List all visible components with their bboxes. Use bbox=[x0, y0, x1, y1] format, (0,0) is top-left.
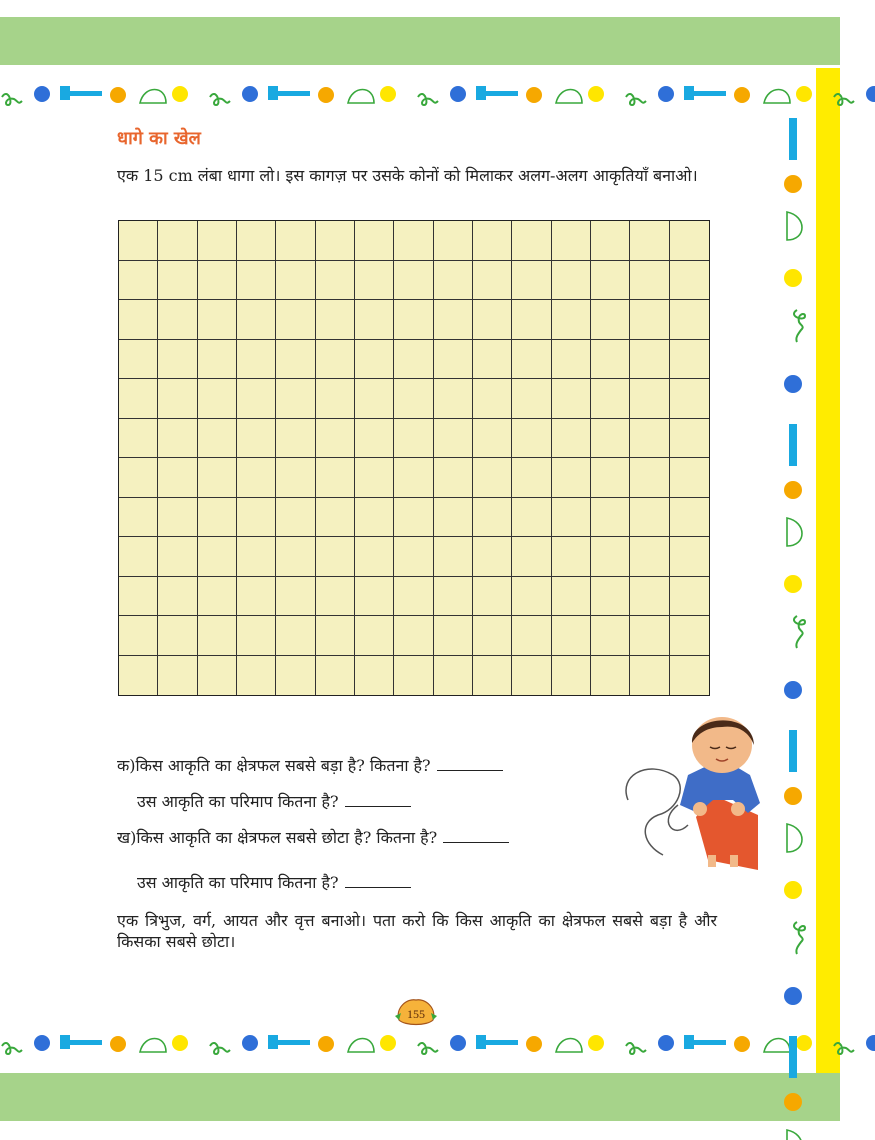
grid-cell bbox=[276, 458, 315, 498]
squiggle-icon bbox=[418, 1043, 438, 1054]
squiggle-icon bbox=[794, 922, 805, 954]
grid-cell bbox=[158, 537, 197, 577]
grid-cell bbox=[276, 498, 315, 538]
grid-cell bbox=[119, 300, 158, 340]
grid-cell bbox=[394, 379, 433, 419]
grid-cell bbox=[237, 300, 276, 340]
grid-cell bbox=[630, 340, 669, 380]
cyan-key-icon bbox=[268, 86, 278, 100]
grid-cell bbox=[198, 340, 237, 380]
grid-cell bbox=[670, 419, 709, 459]
blue-dot-icon bbox=[242, 1035, 258, 1051]
grid-cell bbox=[630, 498, 669, 538]
grid-cell bbox=[434, 379, 473, 419]
grid-cell bbox=[316, 221, 355, 261]
grid-cell bbox=[552, 616, 591, 656]
grid-cell bbox=[473, 616, 512, 656]
grid-cell bbox=[473, 221, 512, 261]
grid-cell bbox=[198, 221, 237, 261]
grid-cell bbox=[630, 261, 669, 301]
grid-cell bbox=[552, 379, 591, 419]
grid-cell bbox=[276, 221, 315, 261]
grid-cell bbox=[670, 300, 709, 340]
grid-cell bbox=[355, 261, 394, 301]
grid-cell bbox=[630, 537, 669, 577]
grid-cell bbox=[552, 498, 591, 538]
grid-cell bbox=[237, 656, 276, 696]
cyan-key-icon bbox=[684, 1035, 694, 1049]
grid-cell bbox=[591, 221, 630, 261]
blue-dot-icon bbox=[784, 987, 802, 1005]
grid-cell bbox=[670, 616, 709, 656]
drop-outline-icon bbox=[764, 90, 790, 104]
grid-cell bbox=[276, 300, 315, 340]
blue-dot-icon bbox=[784, 375, 802, 393]
grid-cell bbox=[670, 498, 709, 538]
question-b-sub bbox=[137, 871, 411, 893]
grid-cell bbox=[434, 537, 473, 577]
grid-cell bbox=[591, 577, 630, 617]
grid-cell bbox=[434, 656, 473, 696]
grid-cell bbox=[316, 616, 355, 656]
grid-cell bbox=[119, 419, 158, 459]
grid-cell bbox=[158, 221, 197, 261]
grid-cell bbox=[276, 537, 315, 577]
grid-cell bbox=[237, 261, 276, 301]
grid-cell bbox=[591, 261, 630, 301]
grid-cell bbox=[630, 616, 669, 656]
grid-cell bbox=[355, 340, 394, 380]
grid-cell bbox=[316, 300, 355, 340]
grid-cell bbox=[591, 300, 630, 340]
grid-cell bbox=[434, 221, 473, 261]
grid-cell bbox=[198, 458, 237, 498]
orange-dot-icon bbox=[784, 787, 802, 805]
grid-cell bbox=[355, 537, 394, 577]
grid-cell bbox=[355, 458, 394, 498]
orange-dot-icon bbox=[318, 1036, 334, 1052]
grid-cell bbox=[237, 537, 276, 577]
grid-cell bbox=[630, 577, 669, 617]
drop-outline-icon bbox=[787, 518, 802, 546]
squiggle-icon bbox=[210, 1043, 230, 1054]
grid-cell bbox=[158, 577, 197, 617]
yellow-dot-icon bbox=[380, 86, 396, 102]
grid-cell bbox=[355, 419, 394, 459]
grid-cell bbox=[591, 419, 630, 459]
grid-cell bbox=[237, 458, 276, 498]
grid-cell bbox=[512, 616, 551, 656]
grid-cell bbox=[630, 656, 669, 696]
grid-cell bbox=[394, 498, 433, 538]
grid-cell bbox=[158, 458, 197, 498]
grid-cell bbox=[670, 577, 709, 617]
grid-cell bbox=[512, 498, 551, 538]
cyan-bar-icon bbox=[789, 118, 797, 160]
grid-cell bbox=[198, 616, 237, 656]
blue-dot-icon bbox=[658, 1035, 674, 1051]
squiggle-icon bbox=[418, 94, 438, 105]
grid-cell bbox=[316, 379, 355, 419]
grid-cell bbox=[276, 340, 315, 380]
blue-dot-icon bbox=[658, 86, 674, 102]
grid-cell bbox=[434, 616, 473, 656]
cyan-bar-icon bbox=[486, 1040, 518, 1045]
drop-outline-icon bbox=[140, 1039, 166, 1053]
grid-cell bbox=[394, 221, 433, 261]
grid-cell bbox=[316, 419, 355, 459]
grid-cell bbox=[394, 419, 433, 459]
orange-dot-icon bbox=[784, 175, 802, 193]
question-b bbox=[117, 826, 509, 848]
grid-cell bbox=[119, 261, 158, 301]
grid-cell bbox=[512, 577, 551, 617]
instruction-text: एक 15 cm लंबा धागा लो। इस कागज़ पर उसके कोनों को मिलाकर अलग-अलग आकृतियाँ बनाओ। bbox=[117, 166, 698, 185]
grid-cell bbox=[630, 221, 669, 261]
grid-cell bbox=[552, 656, 591, 696]
grid-cell bbox=[119, 458, 158, 498]
grid-cell bbox=[119, 498, 158, 538]
grid-cell bbox=[512, 419, 551, 459]
grid-cell bbox=[394, 458, 433, 498]
grid-cell bbox=[434, 458, 473, 498]
grid-cell bbox=[119, 340, 158, 380]
right-yellow-band bbox=[816, 68, 840, 1073]
grid-cell bbox=[355, 379, 394, 419]
grid-cell bbox=[394, 656, 433, 696]
grid-cell bbox=[512, 379, 551, 419]
squiggle-icon bbox=[2, 94, 22, 105]
grid-cell bbox=[670, 537, 709, 577]
cyan-bar-icon bbox=[694, 1040, 726, 1045]
cyan-key-icon bbox=[684, 86, 694, 100]
orange-dot-icon bbox=[526, 1036, 542, 1052]
grid-cell bbox=[591, 537, 630, 577]
bottom-green-band bbox=[0, 1073, 840, 1121]
yellow-dot-icon bbox=[172, 1035, 188, 1051]
grid-cell bbox=[237, 498, 276, 538]
blue-dot-icon bbox=[866, 1035, 875, 1051]
grid-cell bbox=[158, 616, 197, 656]
yellow-dot-icon bbox=[784, 881, 802, 899]
grid-cell bbox=[670, 221, 709, 261]
grid-cell bbox=[473, 537, 512, 577]
squiggle-icon bbox=[794, 310, 805, 342]
grid-cell bbox=[237, 577, 276, 617]
grid-cell bbox=[473, 261, 512, 301]
grid-cell bbox=[119, 656, 158, 696]
squiggle-icon bbox=[626, 94, 646, 105]
yellow-dot-icon bbox=[796, 86, 812, 102]
grid-cell bbox=[630, 379, 669, 419]
grid-cell bbox=[237, 379, 276, 419]
grid-cell bbox=[394, 340, 433, 380]
grid-cell bbox=[158, 261, 197, 301]
grid-cell bbox=[158, 498, 197, 538]
yellow-dot-icon bbox=[588, 86, 604, 102]
grid-cell bbox=[394, 537, 433, 577]
grid-cell bbox=[670, 458, 709, 498]
grid-cell bbox=[473, 577, 512, 617]
grid-cell bbox=[316, 498, 355, 538]
grid-cell bbox=[198, 261, 237, 301]
grid-cell bbox=[237, 616, 276, 656]
grid-cell bbox=[552, 458, 591, 498]
orange-dot-icon bbox=[526, 87, 542, 103]
orange-dot-icon bbox=[318, 87, 334, 103]
blue-dot-icon bbox=[784, 681, 802, 699]
cyan-key-icon bbox=[60, 1035, 70, 1049]
cyan-bar-icon bbox=[789, 424, 797, 466]
grid-cell bbox=[355, 300, 394, 340]
grid-cell bbox=[512, 261, 551, 301]
grid-cell bbox=[434, 300, 473, 340]
grid-cell bbox=[119, 577, 158, 617]
grid-cell bbox=[198, 300, 237, 340]
cyan-bar-icon bbox=[278, 1040, 310, 1045]
question-a-label: क) bbox=[117, 756, 136, 775]
grid-cell bbox=[552, 537, 591, 577]
squiggle-icon bbox=[626, 1043, 646, 1054]
question-a bbox=[117, 754, 503, 776]
grid-cell bbox=[355, 498, 394, 538]
orange-dot-icon bbox=[784, 1093, 802, 1111]
squiggle-icon bbox=[794, 616, 805, 648]
grid-cell bbox=[158, 656, 197, 696]
grid-cell bbox=[355, 221, 394, 261]
closing-text: एक त्रिभुज, वर्ग, आयत और वृत्त बनाओ। पता करो कि किस आकृति का क्षेत्रफल सबसे बड़ा है और किसका सबसे छोटा। bbox=[117, 911, 717, 951]
grid-cell bbox=[434, 577, 473, 617]
grid-cell bbox=[198, 537, 237, 577]
grid-cell bbox=[119, 379, 158, 419]
decorative-border-right bbox=[776, 110, 812, 1040]
grid-cell bbox=[198, 498, 237, 538]
grid-cell bbox=[670, 656, 709, 696]
grid-cell bbox=[119, 221, 158, 261]
drop-outline-icon bbox=[787, 212, 802, 240]
grid-cell bbox=[473, 379, 512, 419]
cyan-bar-icon bbox=[789, 1036, 797, 1078]
grid-cell bbox=[512, 537, 551, 577]
grid-cell bbox=[237, 419, 276, 459]
grid-cell bbox=[591, 498, 630, 538]
cyan-key-icon bbox=[268, 1035, 278, 1049]
grid-cell bbox=[276, 577, 315, 617]
orange-dot-icon bbox=[734, 87, 750, 103]
page-number: 155 bbox=[407, 1007, 425, 1021]
blue-dot-icon bbox=[34, 86, 50, 102]
grid-cell bbox=[276, 379, 315, 419]
drop-outline-icon bbox=[764, 1039, 790, 1053]
grid-cell bbox=[355, 577, 394, 617]
grid-cell bbox=[119, 537, 158, 577]
grid-cell bbox=[473, 458, 512, 498]
cyan-bar-icon bbox=[70, 1040, 102, 1045]
grid-cell bbox=[158, 340, 197, 380]
grid-cell bbox=[591, 379, 630, 419]
grid-cell bbox=[198, 577, 237, 617]
grid-cell bbox=[670, 379, 709, 419]
question-b-text: किस आकृति का क्षेत्रफल सबसे छोटा है? कितना है? bbox=[136, 828, 438, 847]
grid-cell bbox=[552, 261, 591, 301]
grid-cell bbox=[473, 498, 512, 538]
drop-outline-icon bbox=[787, 1130, 802, 1140]
cyan-bar-icon bbox=[486, 91, 518, 96]
square-grid bbox=[118, 220, 710, 696]
answer-blank-a bbox=[437, 756, 503, 771]
blue-dot-icon bbox=[450, 86, 466, 102]
drop-outline-icon bbox=[556, 1039, 582, 1053]
grid-cell bbox=[394, 300, 433, 340]
drop-outline-icon bbox=[556, 90, 582, 104]
grid-cell bbox=[237, 340, 276, 380]
grid-cell bbox=[473, 656, 512, 696]
orange-dot-icon bbox=[734, 1036, 750, 1052]
question-a-sub-text: उस आकृति का परिमाप कितना है? bbox=[137, 792, 339, 811]
answer-blank-b bbox=[443, 828, 509, 843]
blue-dot-icon bbox=[34, 1035, 50, 1051]
grid-cell bbox=[552, 221, 591, 261]
grid-cell bbox=[552, 419, 591, 459]
grid-cell bbox=[158, 379, 197, 419]
yellow-dot-icon bbox=[784, 575, 802, 593]
squiggle-icon bbox=[2, 1043, 22, 1054]
grid-cell bbox=[316, 340, 355, 380]
grid-cell bbox=[119, 616, 158, 656]
grid-cell bbox=[512, 221, 551, 261]
grid-cell bbox=[316, 656, 355, 696]
grid-cell bbox=[630, 300, 669, 340]
blue-dot-icon bbox=[866, 86, 875, 102]
cyan-bar-icon bbox=[70, 91, 102, 96]
section-title: धागे का खेल bbox=[117, 128, 201, 149]
blue-dot-icon bbox=[242, 86, 258, 102]
grid-cell bbox=[316, 261, 355, 301]
grid-cell bbox=[591, 458, 630, 498]
yellow-dot-icon bbox=[380, 1035, 396, 1051]
grid-cell bbox=[316, 577, 355, 617]
grid-cell bbox=[512, 656, 551, 696]
grid-cell bbox=[276, 656, 315, 696]
grid-cell bbox=[158, 419, 197, 459]
cyan-bar-icon bbox=[694, 91, 726, 96]
grid-cell bbox=[355, 616, 394, 656]
grid-cell bbox=[394, 261, 433, 301]
grid-cell bbox=[198, 419, 237, 459]
grid-cell bbox=[473, 340, 512, 380]
drop-outline-icon bbox=[348, 90, 374, 104]
grid-cell bbox=[552, 340, 591, 380]
grid-cell bbox=[198, 656, 237, 696]
cyan-key-icon bbox=[60, 86, 70, 100]
question-a-sub bbox=[137, 790, 411, 812]
decorative-border-top bbox=[0, 76, 800, 110]
orange-dot-icon bbox=[110, 87, 126, 103]
drop-outline-icon bbox=[140, 90, 166, 104]
grid-cell bbox=[591, 340, 630, 380]
grid-cell bbox=[670, 340, 709, 380]
grid-cell bbox=[237, 221, 276, 261]
cyan-bar-icon bbox=[278, 91, 310, 96]
page-number-badge bbox=[393, 996, 439, 1030]
decorative-border-bottom bbox=[0, 1025, 800, 1059]
grid-cell bbox=[591, 616, 630, 656]
answer-blank-b-sub bbox=[345, 873, 411, 888]
grid-cell bbox=[512, 300, 551, 340]
yellow-dot-icon bbox=[784, 269, 802, 287]
grid-cell bbox=[276, 616, 315, 656]
grid-cell bbox=[276, 261, 315, 301]
grid-cell bbox=[473, 419, 512, 459]
grid-cell bbox=[316, 537, 355, 577]
top-green-band bbox=[0, 17, 840, 65]
grid-cell bbox=[316, 458, 355, 498]
orange-dot-icon bbox=[110, 1036, 126, 1052]
grid-cell bbox=[512, 458, 551, 498]
grid-cell bbox=[434, 261, 473, 301]
grid-cell bbox=[591, 656, 630, 696]
grid-cell bbox=[552, 577, 591, 617]
yellow-dot-icon bbox=[172, 86, 188, 102]
grid-cell bbox=[630, 458, 669, 498]
question-a-text: किस आकृति का क्षेत्रफल सबसे बड़ा है? कितना है? bbox=[135, 756, 431, 775]
grid-cell bbox=[630, 419, 669, 459]
yellow-dot-icon bbox=[588, 1035, 604, 1051]
grid-cell bbox=[355, 656, 394, 696]
cyan-bar-icon bbox=[789, 730, 797, 772]
drop-outline-icon bbox=[348, 1039, 374, 1053]
answer-blank-a-sub bbox=[345, 792, 411, 807]
grid-cell bbox=[198, 379, 237, 419]
grid-cell bbox=[434, 340, 473, 380]
grid-cell bbox=[670, 261, 709, 301]
grid-cell bbox=[512, 340, 551, 380]
grid-cell bbox=[394, 577, 433, 617]
grid-cell bbox=[158, 300, 197, 340]
grid-cell bbox=[473, 300, 512, 340]
grid-cell bbox=[434, 419, 473, 459]
grid-cell bbox=[434, 498, 473, 538]
cyan-key-icon bbox=[476, 86, 486, 100]
question-b-sub-text: उस आकृति का परिमाप कितना है? bbox=[137, 873, 339, 892]
orange-dot-icon bbox=[784, 481, 802, 499]
drop-outline-icon bbox=[787, 824, 802, 852]
grid-cell bbox=[394, 616, 433, 656]
grid-cell bbox=[276, 419, 315, 459]
question-b-label: ख) bbox=[117, 828, 137, 847]
girl-with-thread-illustration bbox=[618, 705, 768, 870]
squiggle-icon bbox=[210, 94, 230, 105]
blue-dot-icon bbox=[450, 1035, 466, 1051]
cyan-key-icon bbox=[476, 1035, 486, 1049]
grid-cell bbox=[552, 300, 591, 340]
